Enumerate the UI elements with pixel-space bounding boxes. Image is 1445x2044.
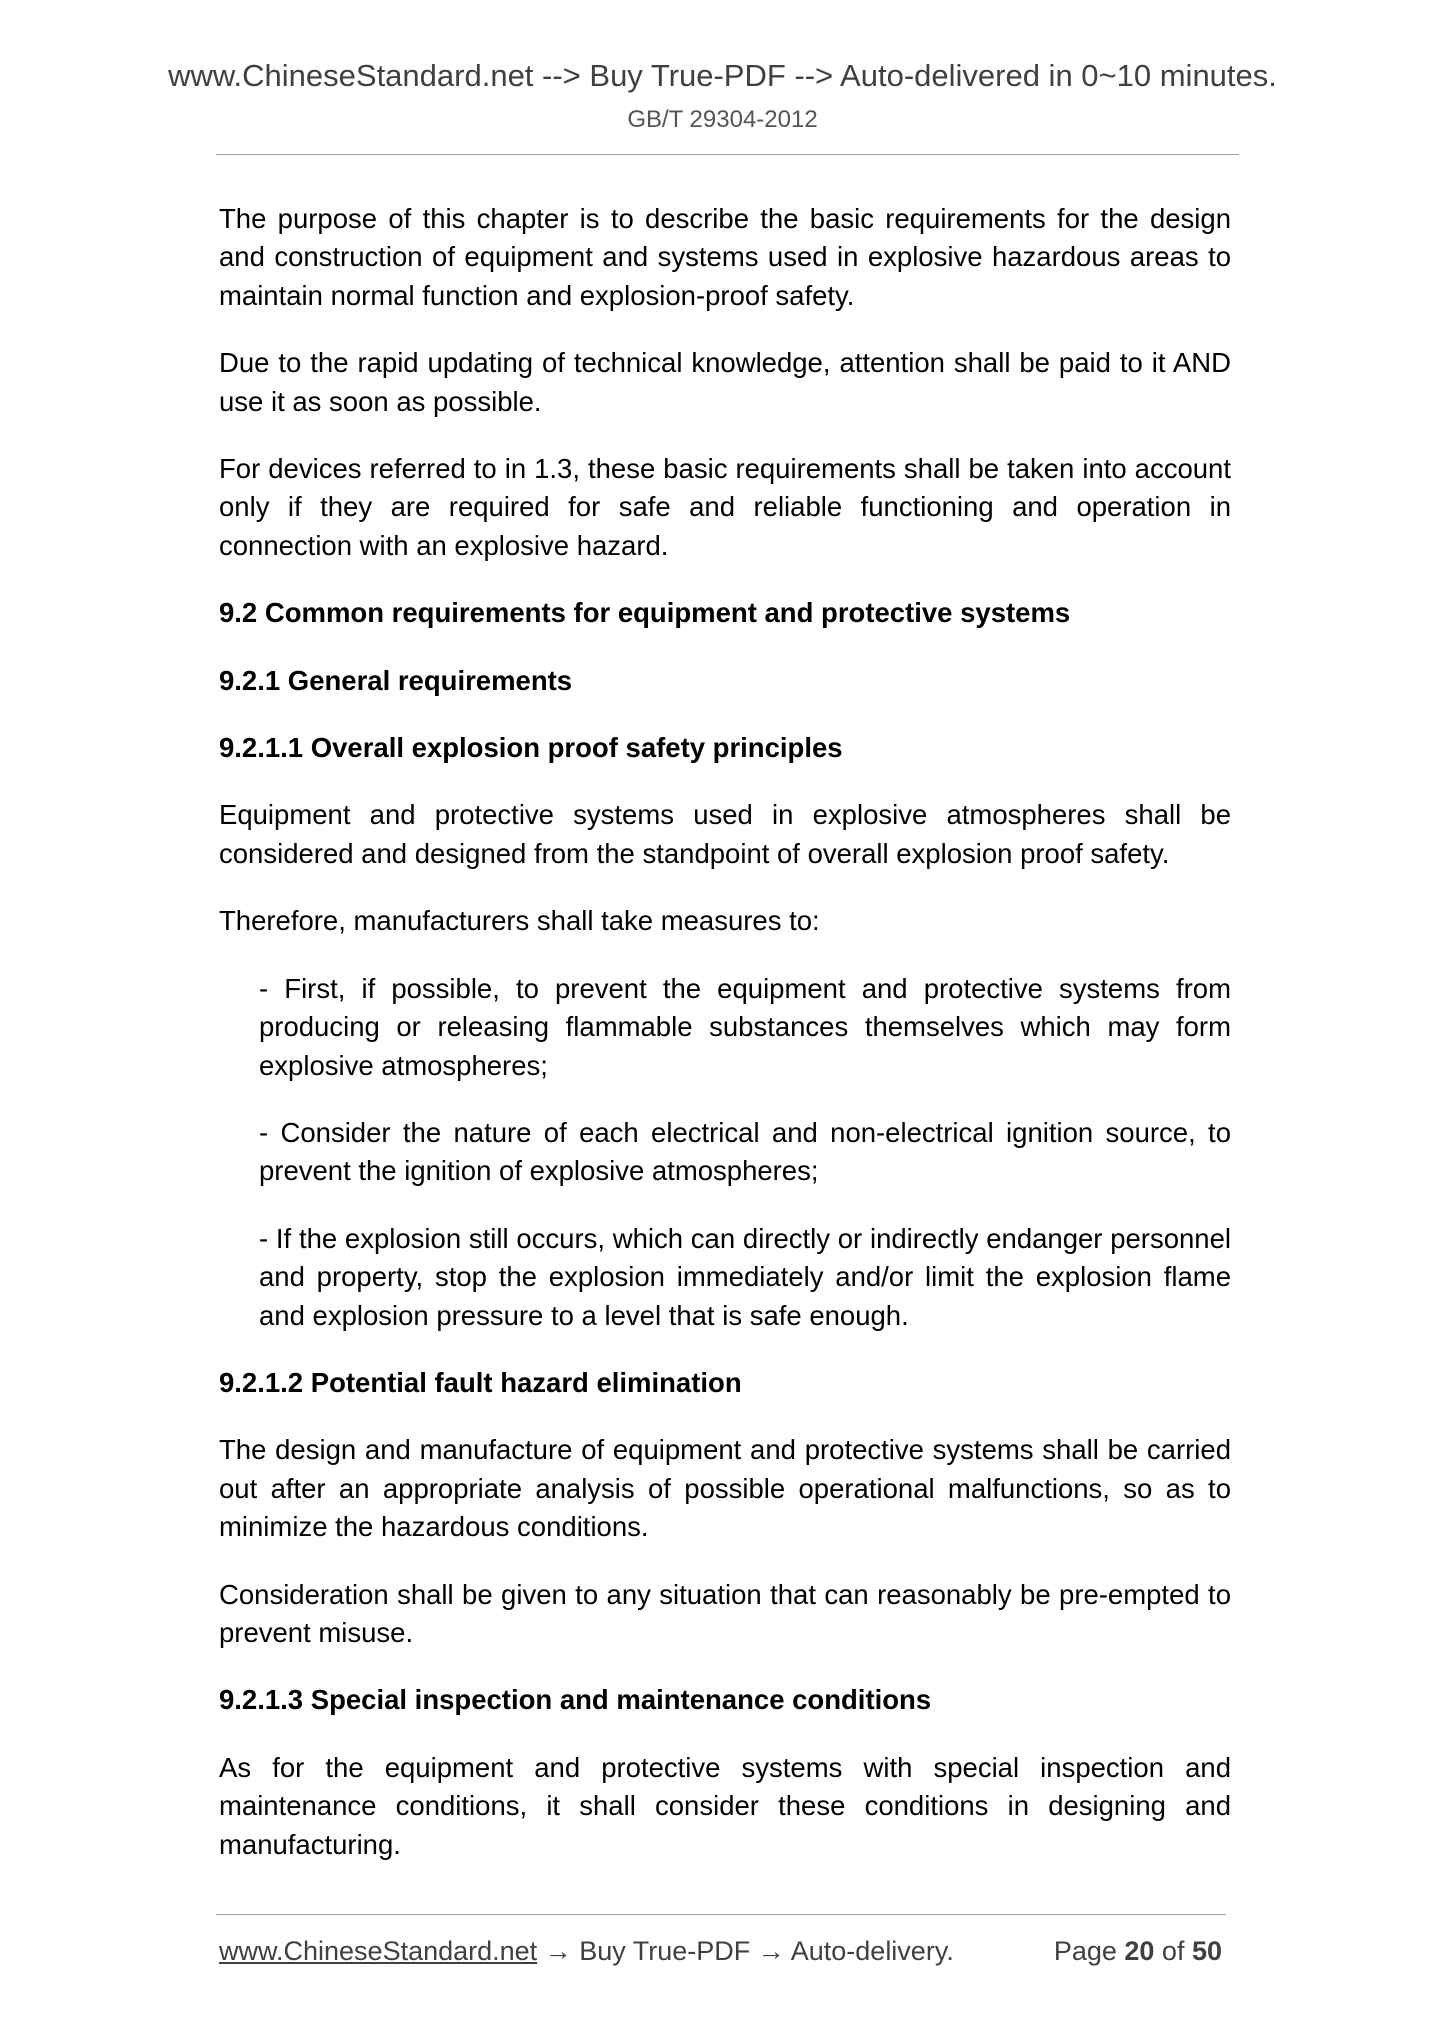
paragraph-inspection: As for the equipment and protective systems with special inspection and maintenance conditions, it shall consider these conditions in designing and manufacturing. [219, 1751, 1231, 1860]
paragraph-measures-intro: Therefore, manufacturers shall take measures to: [219, 905, 820, 937]
paragraph-misuse: Consideration shall be given to any situation that can reasonably be pre-empted to prevent misuse. [219, 1578, 1231, 1648]
paragraph-technical-knowledge: Due to the rapid updating of technical knowledge, attention shall be paid to it AND use it as soon as possible. [219, 347, 1231, 417]
footer-left [219, 1936, 954, 1967]
document-body [219, 200, 1231, 1893]
heading-9-2-1: 9.2.1 General requirements [219, 664, 573, 696]
list-item: - Consider the nature of each electrical and non-electrical ignition source, to prevent the ignition of explosive atmospheres; [259, 1116, 1231, 1187]
page-total: 50 [1191, 1936, 1222, 1966]
list-item: - If the explosion still occurs, which can directly or indirectly endanger personnel and property, stop the explosion immediately and/or limit the explosion flame and explosion pressure to a level that is safe enough. [259, 1222, 1231, 1331]
paragraph-purpose: The purpose of this chapter is to describe the basic requirements for the design and construction of equipment and systems used in explosive hazardous areas to maintain normal function and explosion-proof safety. [219, 203, 1231, 311]
list-item: - First, if possible, to prevent the equipment and protective systems from producing or releasing flammable substances themselves which may form explosive atmospheres; [259, 972, 1231, 1081]
footer-tail-text: → Buy True-PDF → Auto-delivery. [537, 1936, 954, 1966]
heading-9-2-1-2: 9.2.1.2 Potential fault hazard elimination [219, 1366, 742, 1398]
heading-9-2-1-3: 9.2.1.3 Special inspection and maintenance conditions [219, 1684, 932, 1716]
heading-9-2-1-1: 9.2.1.1 Overall explosion proof safety principles [219, 732, 843, 764]
of-label: of [1154, 1936, 1192, 1966]
paragraph-overall-safety: Equipment and protective systems used in explosive atmospheres shall be considered and designed from the standpoint of overall explosion proof safety. [219, 799, 1231, 869]
paragraph-fault-analysis: The design and manufacture of equipment and protective systems shall be carried out after an appropriate analysis of possible operational malfunctions, so as to minimize the hazardous conditions. [219, 1434, 1231, 1543]
page-indicator [1054, 1936, 1222, 1967]
footer-site-link[interactable]: www.ChineseStandard.net [219, 1936, 538, 1966]
standard-code: GB/T 29304-2012 [627, 106, 818, 133]
page-label: Page [1053, 1936, 1125, 1966]
header-divider [216, 154, 1239, 155]
heading-9-2: 9.2 Common requirements for equipment and protective systems [219, 597, 1071, 629]
page-number: 20 [1124, 1936, 1155, 1966]
footer-divider [216, 1914, 1226, 1915]
header-site-line: www.ChineseStandard.net --> Buy True-PDF --> Auto-delivered in 0~10 minutes. [168, 58, 1277, 93]
paragraph-devices: For devices referred to in 1.3, these basic requirements shall be taken into account only if they are required for safe and reliable functioning and operation in connection with an explosive hazard. [219, 453, 1231, 561]
